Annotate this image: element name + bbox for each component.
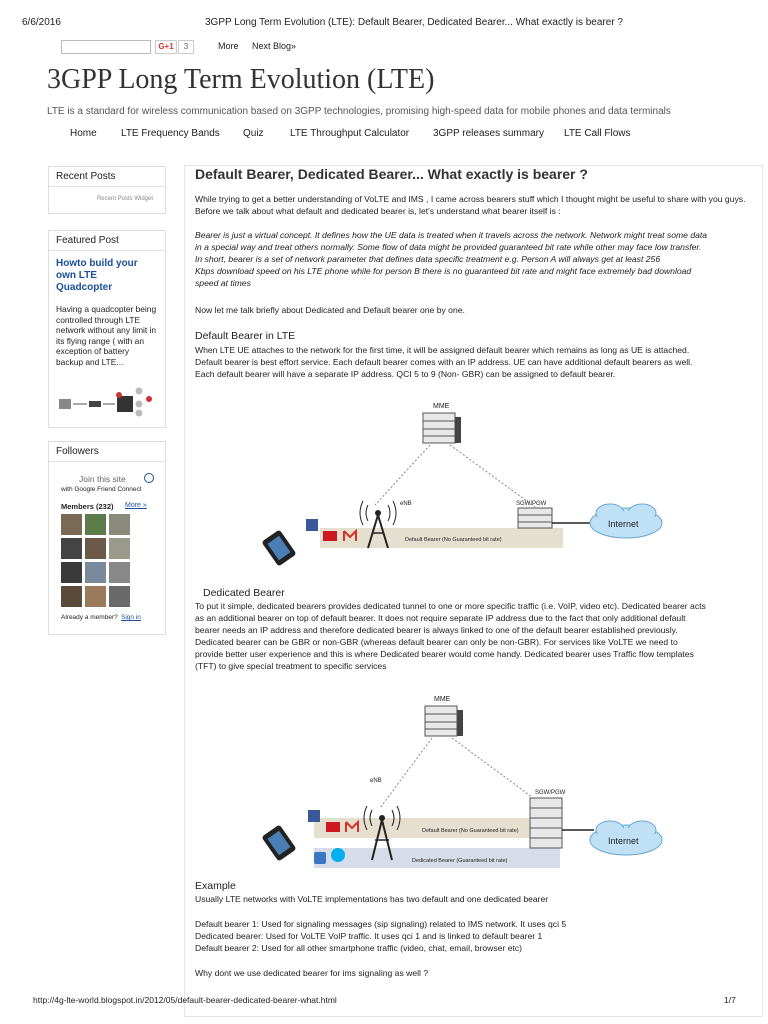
dedicated-line: To put it simple, dedicated bearers provides dedicated tunnel to one or more specific traffic (i.e. VoIP, video etc). Dedicated bearer acts [195, 601, 706, 611]
featured-post-link[interactable]: Howto build your own LTE Quadcopter [56, 258, 138, 293]
follower-avatar[interactable] [61, 562, 82, 583]
print-footer-url: http://4g-lte-world.blogspot.in/2012/05/default-bearer-dedicated-bearer-what.html [33, 995, 337, 1005]
follower-avatar[interactable] [109, 562, 130, 583]
default-bearer-text [195, 344, 755, 380]
youtube-icon [326, 822, 340, 832]
post-lead: Now let me talk briefly about Dedicated and Default bearer one by one. [195, 305, 465, 315]
example-heading: Example [195, 880, 236, 892]
quadcopter-thumbnail[interactable] [57, 381, 157, 417]
diagram1-bearer-label: Default Bearer (No Guaranteed bit rate) [405, 537, 502, 543]
nav-lte-call-flows[interactable]: LTE Call Flows [564, 128, 631, 139]
featured-post-snippet: Having a quadcopter being controlled through LTE network without any limit in its flying range ( with an exception of battery backup and LTE... [56, 304, 157, 367]
blog-description: LTE is a standard for wireless communication based on 3GPP technologies, promising high-speed data for mobile phones and data terminals [47, 106, 671, 117]
definition-line: Kbps download speed on his LTE phone while for person B there is no guaranteed bit rate and might face extremely bad download [195, 266, 692, 276]
members-more-link[interactable]: More » [125, 502, 147, 509]
follower-avatars [61, 514, 143, 614]
definition-line: in a special way and treat others normally. Some flow of data might be provided guaranteed bit rate while other may face low transfer. [195, 242, 702, 252]
print-date: 6/6/2016 [22, 17, 61, 28]
follower-avatar[interactable] [85, 586, 106, 607]
join-site-link[interactable]: Join this site [79, 474, 126, 484]
default-bearer-diagram [260, 395, 670, 570]
default-bearer-heading: Default Bearer in LTE [195, 330, 296, 342]
recent-posts-title: Recent Posts [49, 167, 165, 187]
diagram1-mme-label: MME [433, 403, 450, 410]
follower-avatar[interactable] [109, 514, 130, 535]
featured-post-title: Featured Post [49, 231, 165, 251]
blog-title[interactable]: 3GPP Long Term Evolution (LTE) [47, 64, 435, 95]
default-line: Default bearer is best effort service. Each default bearer comes with an IP address. UE can have additional default bearers as well. [195, 357, 693, 367]
facebook-icon [308, 810, 320, 822]
follower-avatar[interactable] [85, 538, 106, 559]
featured-post-widget [48, 230, 166, 428]
followers-title: Followers [49, 442, 165, 462]
gplus-button[interactable]: G+1 [155, 40, 177, 54]
gplus-count: 3 [178, 40, 194, 54]
diagram1-enb-label: eNB [400, 501, 412, 507]
default-line: When LTE UE attaches to the network for the first time, it will be assigned default bearer which remains as long as UE is attached. [195, 345, 690, 355]
follower-avatar[interactable] [61, 514, 82, 535]
diagram2-mme-label: MME [434, 696, 451, 703]
nav-home[interactable]: Home [70, 128, 97, 139]
smartphone-icon [261, 529, 296, 566]
example-line: Dedicated bearer: Used for VoLTE VoIP traffic. It uses qci 1 and is linked to default bearer 1 [195, 931, 543, 941]
mme-server-icon [423, 413, 461, 443]
example-line: Default bearer 1: Used for signaling messages (sip signaling) related to IMS network. It uses qci 5 [195, 919, 567, 929]
dedicated-bearer-heading: Dedicated Bearer [203, 587, 285, 599]
internet-cloud-icon [590, 504, 662, 538]
internet-cloud-icon [590, 821, 662, 855]
follower-avatar[interactable] [85, 514, 106, 535]
print-title: 3GPP Long Term Evolution (LTE): Default Bearer, Dedicated Bearer... What exactly is bearer ? [205, 17, 623, 28]
definition-line: Bearer is just a virtual concept. It defines how the UE data is treated when it travels across the network. Network might treat some data [195, 230, 708, 240]
followers-widget [48, 441, 166, 635]
dedicated-line: Dedicated bearer can be GBR or non-GBR (whereas default bearer can only be non-GBR). For services like VoLTE we need to [195, 637, 678, 647]
phone-call-icon [314, 852, 326, 864]
default-line: Each default bearer will have a separate IP address. QCI 5 to 9 (Non- GBR) can be assigned to default bearer. [195, 369, 616, 379]
diagram2-sgw-label: SGW/PGW [535, 790, 566, 796]
follower-avatar[interactable] [61, 538, 82, 559]
example-line: Default bearer 2: Used for all other smartphone traffic (video, chat, email, browser etc) [195, 943, 523, 953]
follower-avatar[interactable] [109, 538, 130, 559]
youtube-icon [323, 531, 337, 541]
smartphone-icon [262, 824, 297, 861]
follower-avatar[interactable] [109, 586, 130, 607]
post-title[interactable]: Default Bearer, Dedicated Bearer... What exactly is bearer ? [195, 166, 588, 182]
dedicated-line: bearer needs an IP address and therefore dedicated bearer is always linked to one of the default bearer established previously. [195, 625, 678, 635]
post-intro: While trying to get a better understanding of VoLTE and IMS , I came across bearers stuff which I thought might be useful to share with you guys. Before we talk about what default and dedicated bearer is, let's understand what bearer itself is : [195, 194, 746, 216]
already-member-label: Already a member? [61, 614, 118, 621]
nav-3gpp-releases[interactable]: 3GPP releases summary [433, 128, 544, 139]
next-blog-link[interactable]: Next Blog» [252, 41, 297, 51]
dedicated-line: as an additional bearer on top of default bearer. It does not require separate IP address due to the fact that only additional default [195, 613, 686, 623]
bearer-definition [195, 229, 755, 289]
print-footer-page: 1/7 [724, 995, 736, 1005]
members-count: Members (232) [61, 502, 114, 511]
question-text: Why dont we use dedicated bearer for ims signaling as well ? [195, 968, 429, 978]
facebook-icon [306, 519, 318, 531]
dedicated-bearer-text [195, 600, 755, 672]
sgw-server-icon [530, 798, 562, 848]
nav-quiz[interactable]: Quiz [243, 128, 264, 139]
follower-avatar[interactable] [61, 586, 82, 607]
recent-posts-widget-link[interactable]: Recent Posts Widget [96, 196, 153, 202]
recent-posts-widget [48, 166, 166, 214]
definition-line: speed at times [195, 278, 251, 288]
example-list [195, 918, 755, 954]
example-intro: Usually LTE networks with VoLTE implementations has two default and one dedicated bearer [195, 894, 549, 904]
diagram1-sgw-label: SGW/PGW [516, 501, 547, 507]
dedicated-bearer-diagram [262, 690, 672, 875]
more-menu-button[interactable]: More [218, 41, 239, 51]
nav-throughput-calculator[interactable]: LTE Throughput Calculator [290, 128, 410, 139]
diagram2-internet-label: Internet [608, 836, 639, 846]
diagram2-default-bearer-label: Default Bearer (No Guaranteed bit rate) [422, 828, 519, 834]
skype-icon [331, 848, 345, 862]
sgw-server-icon [518, 508, 552, 528]
gfc-label: with Google Friend Connect [61, 486, 142, 493]
search-input[interactable] [61, 40, 151, 54]
diagram2-dedicated-bearer-label: Dedicated Bearer (Guaranteed bit rate) [412, 858, 508, 864]
nav-lte-frequency-bands[interactable]: LTE Frequency Bands [121, 128, 220, 139]
dedicated-line: provide better user experience and this is where Dedicated bearer would come handy. Dedicated bearer uses Traffic flow templates [195, 649, 694, 659]
diagram1-internet-label: Internet [608, 519, 639, 529]
dedicated-line: (TFT) to give special treatment to specific services [195, 661, 387, 671]
gfc-logo-icon [144, 473, 154, 483]
mme-server-icon [425, 706, 463, 736]
definition-line: In short, bearer is a set of network parameter that defines data specific treatment e.g. Person A will always get at least 256 [195, 254, 661, 264]
diagram2-enb-label: eNB [370, 778, 382, 784]
follower-avatar[interactable] [85, 562, 106, 583]
sign-in-link[interactable]: Sign in [121, 614, 141, 621]
